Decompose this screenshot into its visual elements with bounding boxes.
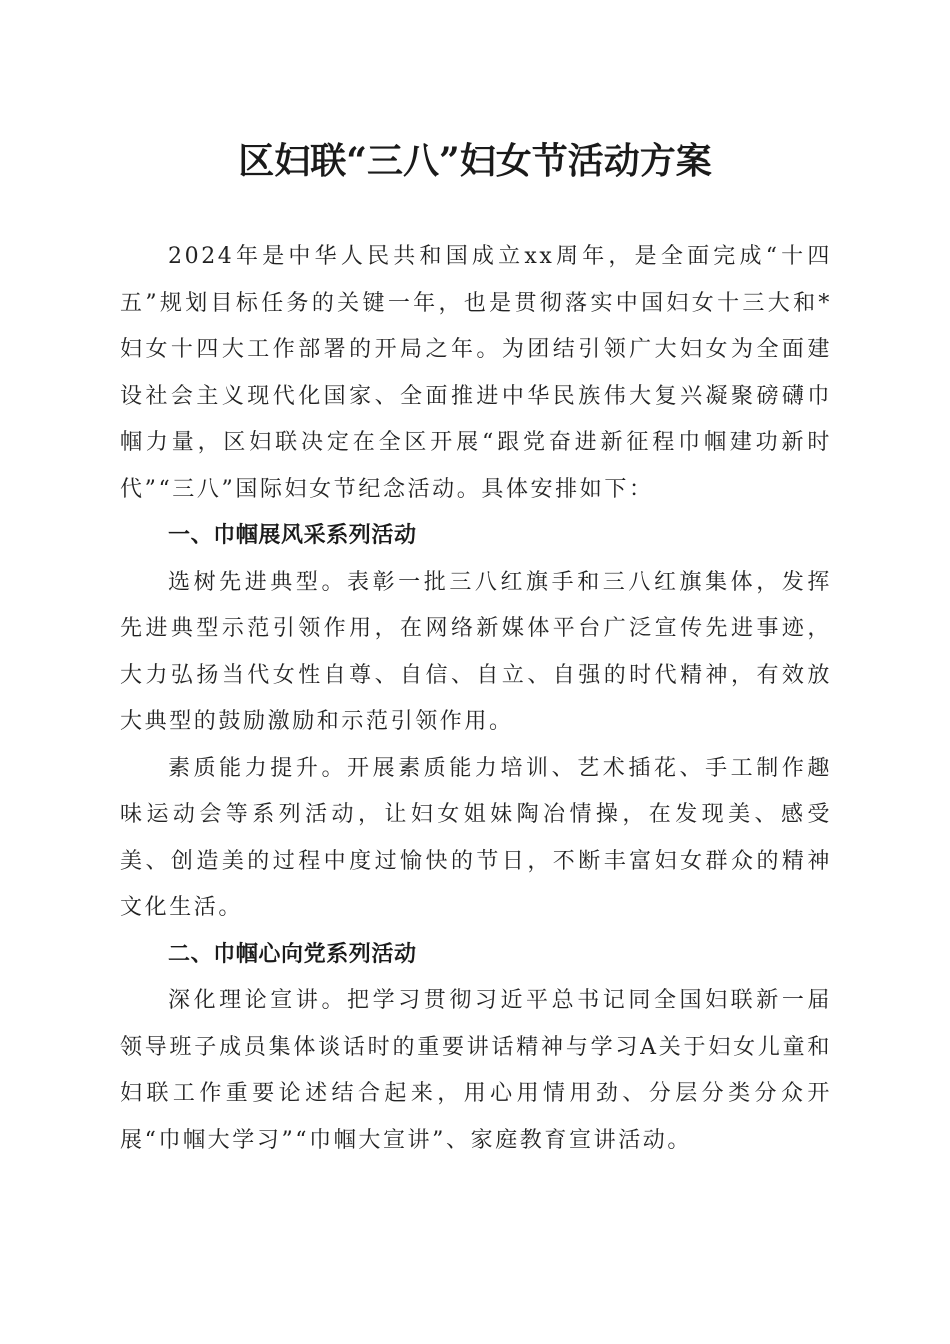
section-1-paragraph-1: 选树先进典型。表彰一批三八红旗手和三八红旗集体，发挥先进典型示范引领作用，在网络新媒体平台广泛宣传先进事迹，大力弘扬当代女性自尊、自信、自立、自强的时代精神，有效放大典型的鼓励激励和示范引领作用。 bbox=[120, 569, 832, 734]
document-title: 区妇联“三八”妇女节活动方案 bbox=[238, 140, 712, 182]
intro-paragraph: 2024年是中华人民共和国成立xx周年，是全面完成“十四五”规划目标任务的关键一年，也是贯彻落实中国妇女十三大和*妇女十四大工作部署的开局之年。为团结引领广大妇女为全面建设社会主义现代化国家、全面推进中华民族伟大复兴凝聚磅礴巾帼力量，区妇联决定在全区开展“跟党奋进新征程巾帼建功新时代”“三八”国际妇女节纪念活动。具体安排如下： bbox=[120, 244, 832, 502]
section-heading-1: 一、巾帼展风采系列活动 bbox=[168, 523, 417, 548]
section-heading-2: 二、巾帼心向党系列活动 bbox=[168, 941, 417, 967]
section-1-paragraph-2: 素质能力提升。开展素质能力培训、艺术插花、手工制作趣味运动会等系列活动，让妇女姐妹陶冶情操，在发现美、感受美、创造美的过程中度过愉快的节日，不断丰富妇女群众的精神文化生活。 bbox=[120, 755, 832, 920]
section-2-paragraph-1: 深化理论宣讲。把学习贯彻习近平总书记同全国妇联新一届领导班子成员集体谈话时的重要讲话精神与学习A关于妇女儿童和妇联工作重要论述结合起来，用心用情用劲、分层分类分众开展“巾帼大学习”“巾帼大宣讲”、家庭教育宣讲活动。 bbox=[120, 988, 832, 1153]
document-body bbox=[120, 234, 832, 1164]
